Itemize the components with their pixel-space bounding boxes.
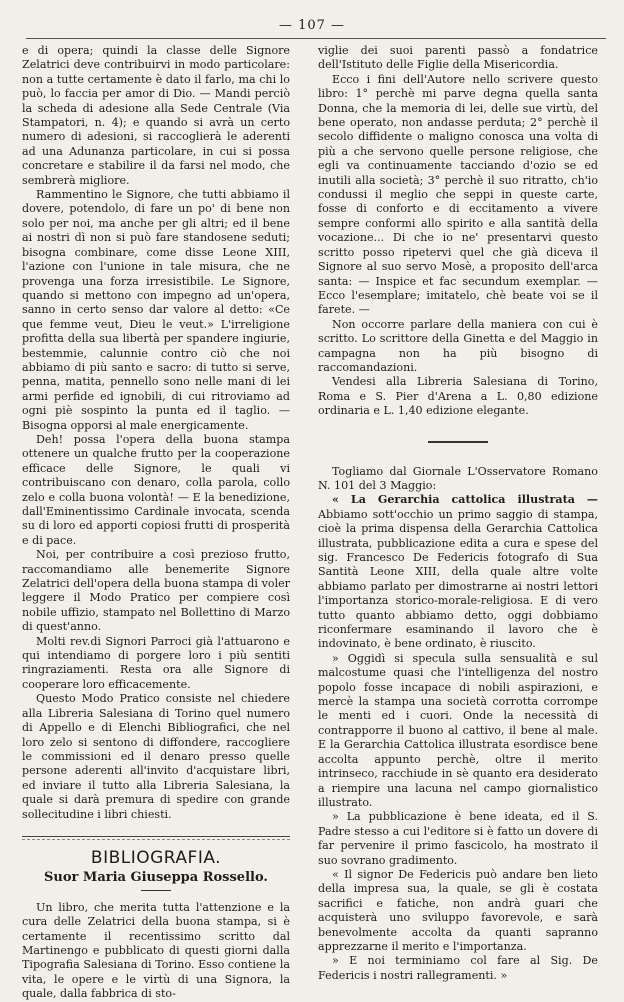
paragraph: » La pubblicazione è bene ideata, ed il S. Padre stesso a cui l'editore si è fatto un dovere di far pervenire il primo fascicolo, ha mostrato il suo sovrano gradimento. [318, 810, 598, 867]
paragraph [318, 493, 598, 651]
book-title: Suor Maria Giuseppa Rossello. [44, 870, 268, 886]
section-title: BIBLIOGRAFIA. [90, 847, 222, 868]
paragraph: Noi, per contribuire a così prezioso frutto, raccomandiamo alle benemerite Signore Zelatrici dell'opera della buona stampa di voler leggere il Modo Pratico per compiere così nobile uffizio, stampato nel Bollettino di Marzo di quest'anno. [22, 548, 290, 634]
paragraph: viglie dei suoi parenti passò a fondatrice dell'Istituto delle Figlie della Misericordia. [318, 44, 598, 72]
paragraph: Non occorre parlare della maniera con cui è scritto. Lo scrittore della Ginetta e del Maggio in campagna non ha più bisogno di raccomandazioni. [318, 317, 598, 374]
paragraph: Molti rev.di Signori Parroci già l'attuarono e qui intendiamo di porgere loro i più sentiti ringraziamenti. Resta ora alle Signore di cooperare loro efficacemente. [22, 634, 290, 691]
paragraph: Ecco i fini dell'Autore nello scrivere questo libro: 1° perchè mi parve degna quella santa Donna, che la memoria di lei, delle sue virtù, del bene operato, non andasse perduta; 2° perchè il secolo diffidente o maligno conosca una volta di più a che servono quelle persone religiose, che egli va continuamente tacciando d'ozio se ed inutili alla società; 3° perchè il suo ritratto, ch'io condussi il meglio che seppi in queste carte, fosse di conforto e di eccitamento a vivere sempre conformi allo spirito e alla santità della vocazione... Di che io ne' presentarvi questo scritto posso ripetervi quel che già diceva il Signore al suo servo Mosè, a proposito dell'arca santa: — Inspice et fac secundum exemplar. — Ecco l'esemplare; imitatelo, chè beate voi se il farete. — [318, 72, 598, 317]
page-number: — 107 — [278, 18, 346, 33]
paragraph: Un libro, che merita tutta l'attenzione e la cura delle Zelatrici della buona stampa, si è certamente il recentissimo scritto dal Martinengo e pubblicato di questi giorni dalla Tipografia Salesiana di Torino. Esso contiene la vita, le opere e le virtù di una Signora, la quale, dalla fabbrica di sto- [22, 900, 290, 1001]
intro-paragraph: Togliamo dal Giornale L'Osservatore Romano N. 101 del 3 Maggio: [318, 464, 598, 492]
section-divider [22, 836, 290, 837]
paragraph: Deh! possa l'opera della buona stampa ottenere un qualche frutto per la cooperazione efficace delle Signore, le quali vi contribuiscano con denaro, colla parola, collo zelo e colla buona volontà! — E la benedizione, dall'Eminentissimo Cardinale invocata, scenda su di loro ed apporti copiosi frutti di prosperità e di pace. [22, 432, 290, 547]
header-rule [26, 38, 606, 39]
paragraph-text: Abbiamo sott'occhio un primo saggio di stampa, cioè la prima dispensa della Gerarchia Cattolica illustrata, pubblicazione edita a cura e spese del sig. Francesco De Federicis fotografo di Sua Santità Leone XIII, della quale altre volte abbiamo parlato per dimostrarne ai nostri lettori l'importanza storico-morale-religiosa. E di vero tutto quanto abbiamo detto, oggi dobbiamo riconfermare esaminando il lavoro che è indovinato, è bene ordinato, è riuscito. [318, 507, 598, 651]
left-column [22, 44, 290, 1002]
paragraph: » Oggidì si specula sulla sensualità e sul malcostume quasi che l'intelligenza del nostro popolo fosse incapace di nobili aspirazioni, e mercè la stampa una società corrotta corrompe le menti ed i cuori. Onde la necessità di contrapporre il buono al cattivo, il bene al male. E la Gerarchia Cattolica illustrata esordisce bene accolta appunto perchè, oltre il merito intrinseco, racchiude in sè quanto era desiderato a riempire una lacuna nel campo giornalistico illustrato. [318, 651, 598, 809]
right-column [318, 44, 598, 983]
paragraph: « Il signor De Federicis può andare ben lieto della impresa sua, la quale, se gli è costata sacrifici e fatiche, non andrà guari che acquisterà uno sviluppo favorevole, e sarà benevolmente accolta da quanti sapranno apprezzarne il merito e l'importanza. [318, 867, 598, 953]
paragraph: » E noi terminiamo col fare al Sig. De Federicis i nostri rallegramenti. » [318, 954, 598, 982]
paragraph: Rammentino le Signore, che tutti abbiamo il dovere, potendolo, di fare un po' di bene non solo per noi, ma anche per gli altri; ed il bene ai nostri dì non si può fare standosene seduti; bisogna combinare, come disse Leone XIII, l'azione con l'unione in tale misura, che ne provenga una forza irresistibile. Le Signore, quando si mettono con impegno ad un'opera, sanno in certo senso dar valore al detto: «Ce que femme veut, Dieu le veut.» L'irreligione profitta della sua libertà per spandere ingiurie, bestemmie, calunnie contro ciò che noi abbiamo di più santo e sacro: di tutto si serve, penna, matita, pennello sono nelle mani di lei armi perfide ed ignobili, di cui ritroviamo ad ogni piè sospinto la punta ed il taglio. — Bisogna opporsi al male energicamente. [22, 188, 290, 432]
article-title: « La Gerarchia cattolica illustrata — [332, 493, 598, 507]
paragraph: Questo Modo Pratico consiste nel chiedere alla Libreria Salesiana di Torino quel numero di Appello e di Elenchi Bibliografici, che nel loro zelo si sentono di diffondere, raccogliere le commissioni ed il denaro presso quelle persone aderenti all'invito d'acquistare libri, ed inviare il tutto alla Libreria Salesiana, la quale si darà premura di spedire con grande sollecitudine i libri chiesti. [22, 692, 290, 821]
title-rule [141, 890, 171, 891]
section-divider [428, 441, 488, 443]
paragraph: Vendesi alla Libreria Salesiana di Torino, Roma e S. Pier d'Arena a L. 0,80 edizione ordinaria e L. 1,40 edizione elegante. [318, 375, 598, 418]
paragraph: e di opera; quindi la classe delle Signore Zelatrici deve contribuirvi in modo particolare: non a tutte certamente è dato il farlo, ma chi lo può, lo faccia per amor di Dio. — Mandi perciò la scheda di adesione alla Sede Centrale (Via Stampatori, n. 4); e quando si avrà un certo numero di adesioni, si raccoglierà le aderenti ad una Adunanza particolare, in cui si possa concretare e stabilire il da farsi nel modo, che sembrerà migliore. [22, 44, 290, 187]
